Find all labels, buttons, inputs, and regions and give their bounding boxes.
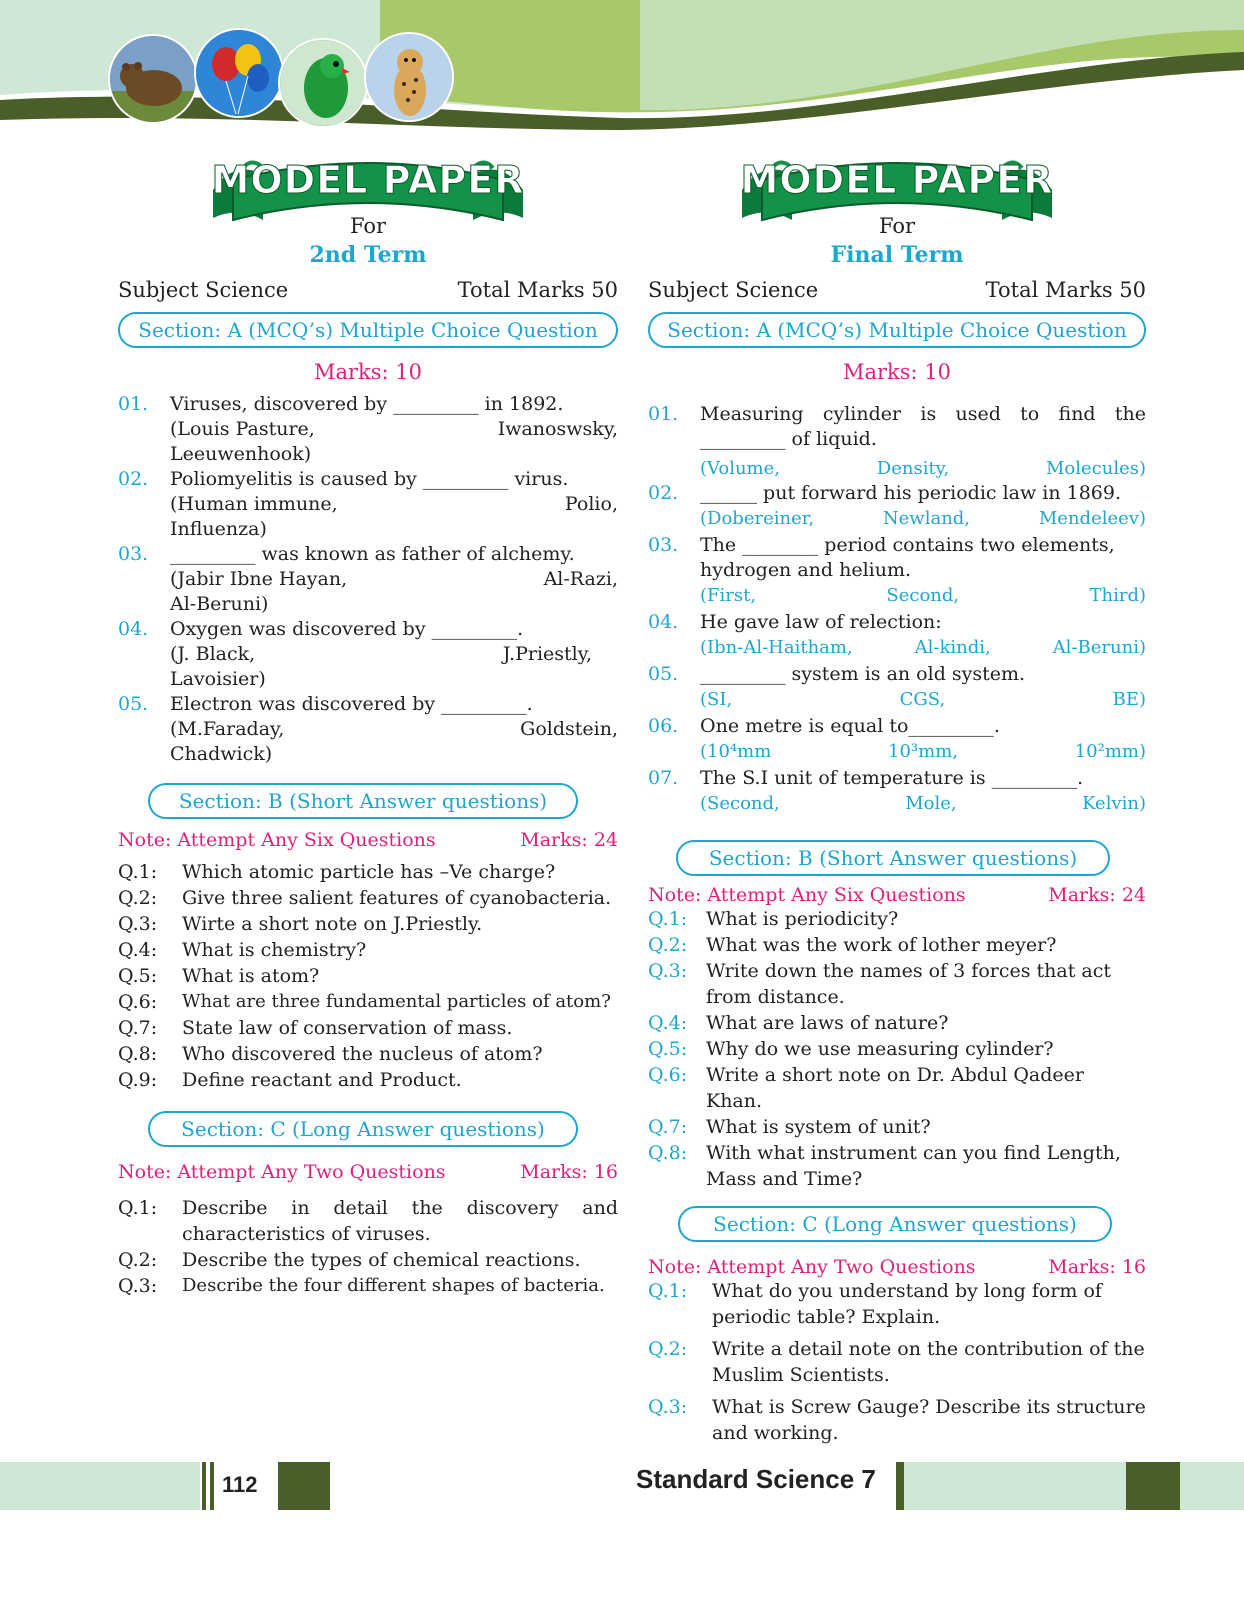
mcq-option: Influenza) [170,518,267,540]
section-c-marks: Marks: 16 [520,1161,618,1183]
mcq-option: CGS, [899,689,946,710]
section-a-marks: Marks: 10 [313,360,423,384]
short-question-list [648,906,1146,1192]
mcq-question: Poliomyelitis is caused by _________ virus. [170,468,569,490]
question-text: Who discovered the nucleus of atom? [182,1043,543,1065]
mcq-item [648,533,1146,608]
model-paper-badge [203,150,533,230]
mcq-option: Lavoisier) [170,668,266,690]
question-number: Q.6: [648,1064,688,1086]
short-question [648,1010,1146,1036]
section-a-marks: Marks: 10 [842,360,952,384]
short-question [118,963,618,989]
mcq-option: Polio, [564,493,618,515]
mcq-option: Newland, [882,508,971,529]
bear-image [108,34,198,124]
short-question [648,932,1146,958]
mcq-option: (Human immune, [170,493,338,515]
section-c-note: Note: Attempt Any Two Questions [648,1256,976,1278]
question-number: Q.2: [118,1249,158,1271]
mcq-option: (Volume, [700,458,780,479]
short-question [648,1062,1146,1114]
footer-bar [210,1462,214,1510]
question-number: Q.4: [648,1012,688,1034]
mcq-item [118,617,618,692]
model-paper-title: MODEL PAPER [211,158,525,202]
subject-row [118,278,618,302]
mcq-option: Molecules) [1045,458,1146,479]
question-text: Describe the four different shapes of bacteria. [182,1275,605,1296]
question-text: What is system of unit? [706,1116,931,1138]
question-text: Write down the names of 3 forces that act from distance. [706,960,1112,1008]
mcq-option: Al-kindi, [914,637,991,658]
long-question-list [118,1195,618,1299]
question-number: Q.7: [118,1017,158,1039]
mcq-question: Electron was discovered by _________. [170,693,533,715]
total-marks: Total Marks 50 [457,278,618,302]
question-text: Define reactant and Product. [182,1069,462,1091]
mcq-item [118,542,618,617]
page-number: 112 [222,1472,258,1497]
mcq-option: Density, [876,458,950,479]
question-number: Q.4: [118,939,158,961]
short-question [648,1140,1146,1192]
model-paper-title: MODEL PAPER [740,158,1054,202]
mcq-option: Third) [1089,585,1146,606]
question-number: Q.5: [118,965,158,987]
question-text: With what instrument can you find Length, Mass and Time? [706,1142,1121,1190]
question-number: Q.1: [648,908,688,930]
question-text: State law of conservation of mass. [182,1017,513,1039]
long-question [118,1195,618,1247]
question-number: Q.3: [118,1275,158,1297]
mcq-option: Al-Beruni) [170,593,269,615]
long-question [118,1273,618,1299]
mcq-option: (First, [700,585,757,606]
term-title: Final Term [830,242,964,268]
section-b-heading: Section: B (Short Answer questions) [148,783,578,819]
question-number: Q.9: [118,1069,158,1091]
mcq-option: Second, [886,585,960,606]
section-b-marks: Marks: 24 [1048,884,1146,906]
mcq-list [648,402,1146,816]
term-title: 2nd Term [309,242,427,268]
page-footer [0,1462,1244,1510]
mcq-item [118,692,618,767]
mcq-option: Iwanoswsky, [497,418,618,440]
section-a-heading: Section: A (MCQ’s) Multiple Choice Question [118,312,618,348]
mcq-number: 04. [648,611,679,633]
section-b-marks: Marks: 24 [520,829,618,851]
mcq-number: 01. [118,393,149,415]
question-number: Q.7: [648,1116,688,1138]
mcq-option: BE) [1112,689,1146,710]
mcq-option: (M.Faraday, [170,718,285,740]
question-text: Give three salient features of cyanobacteria. [182,887,612,909]
question-text: What are three fundamental particles of atom? [182,991,611,1012]
short-question [118,937,618,963]
mcq-option: (Jabir Ibne Hayan, [170,568,348,590]
section-b-note-row [118,829,618,851]
section-c-note-row [118,1161,618,1183]
subject-label: Subject Science [648,278,819,302]
section-c-note: Note: Attempt Any Two Questions [118,1161,446,1183]
mcq-question: Viruses, discovered by _________ in 1892. [170,393,564,415]
mcq-question: He gave law of relection: [700,611,942,633]
mcq-item [648,610,1146,660]
question-text: What do you understand by long form of periodic table? Explain. [712,1280,1102,1328]
for-label: For [349,214,387,238]
footer-bar [202,1462,206,1510]
mcq-number: 03. [118,543,149,565]
mcq-option: Al-Beruni) [1052,637,1146,658]
mcq-number: 06. [648,715,679,737]
footer-block [278,1462,330,1510]
mcq-question: ______ put forward his periodic law in 1869. [700,482,1122,504]
question-number: Q.5: [648,1038,688,1060]
question-text: Write a short note on Dr. Abdul Qadeer Khan. [706,1064,1084,1112]
section-b-note-row [648,884,1146,906]
long-question [648,1336,1146,1388]
total-marks: Total Marks 50 [985,278,1146,302]
mcq-option: J.Priestly, [502,643,592,665]
mcq-option: (J. Black, [170,643,256,665]
long-question [118,1247,618,1273]
cheetah-image [364,32,454,122]
mcq-number: 02. [648,482,679,504]
mcq-option: Goldstein, [520,718,618,740]
mcq-number: 02. [118,468,149,490]
short-question-list [118,859,618,1093]
question-text: Why do we use measuring cylinder? [706,1038,1054,1060]
mcq-question: One metre is equal to_________. [700,715,1000,737]
mcq-question: The ________ period contains two elements, hydrogen and helium. [700,534,1115,581]
short-question [118,1015,618,1041]
mcq-number: 01. [648,403,679,425]
mcq-number: 05. [648,663,679,685]
footer-left-band [0,1462,200,1510]
book-title: Standard Science 7 [636,1464,876,1494]
footer-bar [896,1462,904,1510]
mcq-item [648,714,1146,764]
mcq-option: Kelvin) [1082,793,1146,814]
mcq-option: Chadwick) [170,743,273,765]
mcq-option: (10⁴mm [700,741,772,762]
question-number: Q.2: [648,934,688,956]
short-question [648,1114,1146,1140]
mcq-question: Oxygen was discovered by _________. [170,618,524,640]
mcq-option: 10³mm, [888,741,958,762]
question-text: Wirte a short note on J.Priestly. [182,913,483,935]
question-text: Which atomic particle has –Ve charge? [182,861,556,883]
right-paper [648,150,1146,1446]
section-b-note: Note: Attempt Any Six Questions [648,884,966,906]
mcq-item [648,481,1146,531]
section-c-note-row [648,1256,1146,1278]
question-text: What is chemistry? [182,939,367,961]
long-question [648,1278,1146,1330]
parrot-image [278,38,368,128]
mcq-option: Al-Razi, [543,568,618,590]
question-number: Q.1: [118,1197,158,1219]
short-question [118,1067,618,1093]
question-text: Describe the types of chemical reactions. [182,1249,581,1271]
question-number: Q.3: [648,960,688,982]
section-b-heading: Section: B (Short Answer questions) [676,840,1110,876]
mcq-number: 03. [648,534,679,556]
mcq-option: (Ibn-Al-Haitham, [700,637,853,658]
question-text: What are laws of nature? [706,1012,949,1034]
mcq-question: Measuring cylinder is used to find the _________ of liquid. [700,403,1146,450]
mcq-option: (Louis Pasture, [170,418,315,440]
mcq-number: 07. [648,767,679,789]
question-text: What is periodicity? [706,908,899,930]
question-number: Q.8: [118,1043,158,1065]
question-text: Describe in detail the discovery and characteristics of viruses. [182,1197,618,1245]
mcq-item [648,662,1146,712]
short-question [648,1036,1146,1062]
subject-label: Subject Science [118,278,289,302]
footer-right-band [904,1462,1244,1510]
mcq-question: _________ system is an old system. [700,663,1026,685]
mcq-option: (Dobereiner, [700,508,815,529]
mcq-item [648,766,1146,816]
question-number: Q.6: [118,991,158,1013]
subject-row [648,278,1146,302]
question-number: Q.8: [648,1142,688,1164]
mcq-option: Leeuwenhook) [170,443,312,465]
left-paper [118,150,618,1299]
section-c-heading: Section: C (Long Answer questions) [148,1111,578,1147]
for-label: For [878,214,916,238]
mcq-option: Mole, [905,793,957,814]
question-text: Write a detail note on the contribution of the Muslim Scientists. [712,1338,1145,1386]
mcq-option: 10²mm) [1074,741,1146,762]
mcq-number: 04. [118,618,149,640]
question-text: What is Screw Gauge? Describe its structure and working. [712,1396,1146,1444]
question-number: Q.2: [648,1338,688,1360]
short-question [118,885,618,911]
mcq-list [118,392,618,767]
balloons-image [194,28,284,118]
mcq-option: (SI, [700,689,733,710]
mcq-question: _________ was known as father of alchemy. [170,543,575,565]
mcq-item [648,402,1146,481]
short-question [118,1041,618,1067]
section-b-note: Note: Attempt Any Six Questions [118,829,436,851]
header-banner [0,0,1244,130]
mcq-option: (Second, [700,793,780,814]
question-number: Q.1: [118,861,158,883]
short-question [118,989,618,1015]
long-question [648,1394,1146,1446]
section-c-marks: Marks: 16 [1048,1256,1146,1278]
footer-block [1126,1462,1180,1510]
mcq-number: 05. [118,693,149,715]
section-a-heading: Section: A (MCQ’s) Multiple Choice Question [648,312,1146,348]
question-number: Q.1: [648,1280,688,1302]
question-number: Q.2: [118,887,158,909]
model-paper-badge [732,150,1062,230]
question-text: What is atom? [182,965,320,987]
long-question-list [648,1278,1146,1446]
mcq-question: The S.I unit of temperature is _________. [700,767,1084,789]
short-question [118,911,618,937]
mcq-item [118,467,618,542]
short-question [648,958,1146,1010]
question-text: What was the work of lother meyer? [706,934,1057,956]
section-c-heading: Section: C (Long Answer questions) [678,1206,1112,1242]
mcq-option: Mendeleev) [1038,508,1146,529]
mcq-item [118,392,618,467]
question-number: Q.3: [118,913,158,935]
short-question [118,859,618,885]
question-number: Q.3: [648,1396,688,1418]
short-question [648,906,1146,932]
